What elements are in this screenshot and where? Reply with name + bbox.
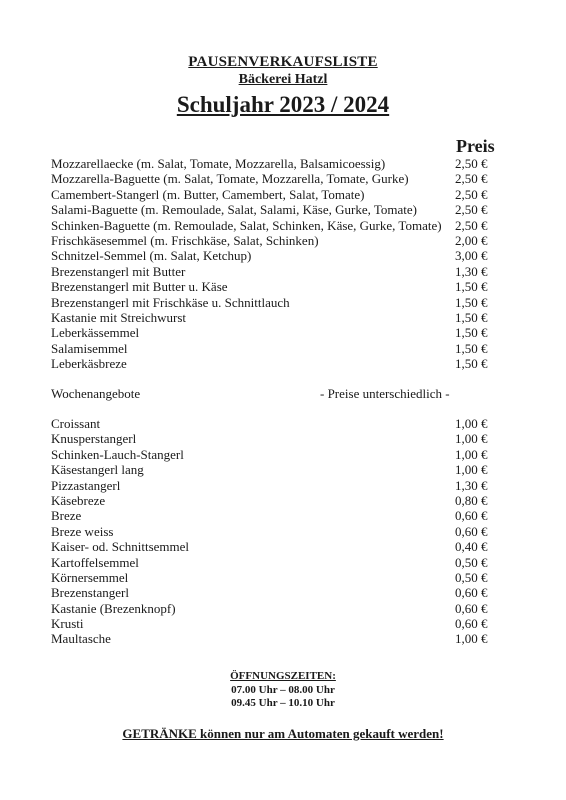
opening-hours-title: ÖFFNUNGSZEITEN: [230,670,336,682]
list-item [51,264,491,279]
list-item [51,341,491,356]
snack-menu-list [51,156,491,371]
list-item [51,202,491,217]
item-name: Mozzarella-Baguette (m. Salat, Tomate, Mozzarella, Tomate, Gurke) [51,171,409,187]
bakery-name: Bäckerei Hatzl [238,72,328,87]
item-price: 2,00 € [455,232,488,248]
item-name: Kastanie mit Streichwurst [51,309,187,325]
item-name: Mozzarellaecke (m. Salat, Tomate, Mozzarella, Balsamicoessig) [51,156,386,171]
item-name: Brezenstangerl mit Butter u. Käse [51,279,228,295]
item-price: 1,50 € [455,325,488,341]
drinks-notice: GETRÄNKE können nur am Automaten gekauft werden! [122,726,444,741]
item-name: Käsestangerl lang [51,462,144,478]
list-item [51,187,491,202]
item-price: 1,50 € [455,279,488,295]
list-item [51,447,491,462]
item-price: 0,50 € [455,554,488,570]
list-item [51,462,491,477]
list-item [51,356,491,371]
item-price: 0,60 € [455,616,488,632]
opening-hours-slot-2: 09.45 Uhr – 10.10 Uhr [231,697,335,709]
list-item [51,585,491,600]
list-item [51,416,491,431]
item-price: 1,00 € [455,631,488,647]
list-item [51,279,491,294]
item-price: 2,50 € [455,156,488,171]
item-price: 1,50 € [455,294,488,310]
list-item [51,233,491,248]
item-name: Käsebreze [51,492,106,508]
list-item [51,508,491,523]
item-price: 1,00 € [455,446,488,462]
item-name: Schinken-Lauch-Stangerl [51,446,184,462]
item-price: 2,50 € [455,217,488,233]
list-item [51,431,491,446]
item-name: Kaiser- od. Schnittsemmel [51,539,190,555]
item-price: 0,50 € [455,569,488,585]
item-price: 0,80 € [455,492,488,508]
item-name: Brezenstangerl [51,585,129,601]
list-item [51,248,491,263]
item-price: 2,50 € [455,171,488,187]
item-name: Breze weiss [51,523,114,539]
item-name: Pizzastangerl [51,477,121,493]
list-item [51,493,491,508]
list-item [51,156,491,171]
list-item [51,325,491,340]
list-item [51,539,491,554]
opening-hours-slot-1: 07.00 Uhr – 08.00 Uhr [231,684,335,696]
item-name: Croissant [51,416,101,431]
list-item [51,524,491,539]
item-name: Frischkäsesemmel (m. Frischkäse, Salat, Schinken) [51,232,319,248]
list-title: PAUSENVERKAUFSLISTE [188,54,378,70]
item-price: 1,50 € [455,309,488,325]
item-name: Schnitzel-Semmel (m. Salat, Ketchup) [51,248,252,264]
list-item [51,601,491,616]
item-name: Kartoffelsemmel [51,554,139,570]
item-name: Kastanie (Brezenknopf) [51,600,176,616]
list-item [51,631,491,646]
item-price: 2,50 € [455,186,488,202]
list-item [51,616,491,631]
weekly-offers-label: Wochenangebote [51,386,141,401]
price-column-header: Preis [456,136,495,156]
item-price: 1,30 € [455,263,488,279]
school-year-title: Schuljahr 2023 / 2024 [176,92,390,117]
item-price: 1,50 € [455,356,488,372]
item-price: 1,00 € [455,462,488,478]
list-item [51,570,491,585]
item-price: 3,00 € [455,248,488,264]
item-price: 0,60 € [455,508,488,524]
item-price: 1,00 € [455,416,488,431]
list-item [51,478,491,493]
item-name: Breze [51,508,82,524]
list-item [51,555,491,570]
baked-goods-list [51,416,491,647]
item-name: Camembert-Stangerl (m. Butter, Camembert, Salat, Tomate) [51,186,365,202]
item-name: Körnersemmel [51,569,129,585]
item-name: Brezenstangerl mit Butter [51,263,186,279]
item-price: 0,60 € [455,585,488,601]
item-name: Salami-Baguette (m. Remoulade, Salat, Salami, Käse, Gurke, Tomate) [51,202,417,218]
item-name: Salamisemmel [51,340,128,356]
list-item [51,310,491,325]
item-price: 2,50 € [455,202,488,218]
item-name: Brezenstangerl mit Frischkäse u. Schnittlauch [51,294,290,310]
item-name: Leberkässemmel [51,325,140,341]
item-name: Knusperstangerl [51,431,137,447]
item-name: Krusti [51,616,84,632]
item-price: 0,40 € [455,539,488,555]
list-item [51,218,491,233]
item-price: 1,50 € [455,340,488,356]
list-item [51,171,491,186]
item-price: 1,30 € [455,477,488,493]
item-price: 0,60 € [455,523,488,539]
list-item [51,295,491,310]
item-price: 1,00 € [455,431,488,447]
weekly-offers-note: - Preise unterschiedlich - [320,386,450,401]
item-name: Maultasche [51,631,111,647]
item-name: Schinken-Baguette (m. Remoulade, Salat, Schinken, Käse, Gurke, Tomate) [51,217,442,233]
item-price: 0,60 € [455,600,488,616]
item-name: Leberkäsbreze [51,356,127,372]
